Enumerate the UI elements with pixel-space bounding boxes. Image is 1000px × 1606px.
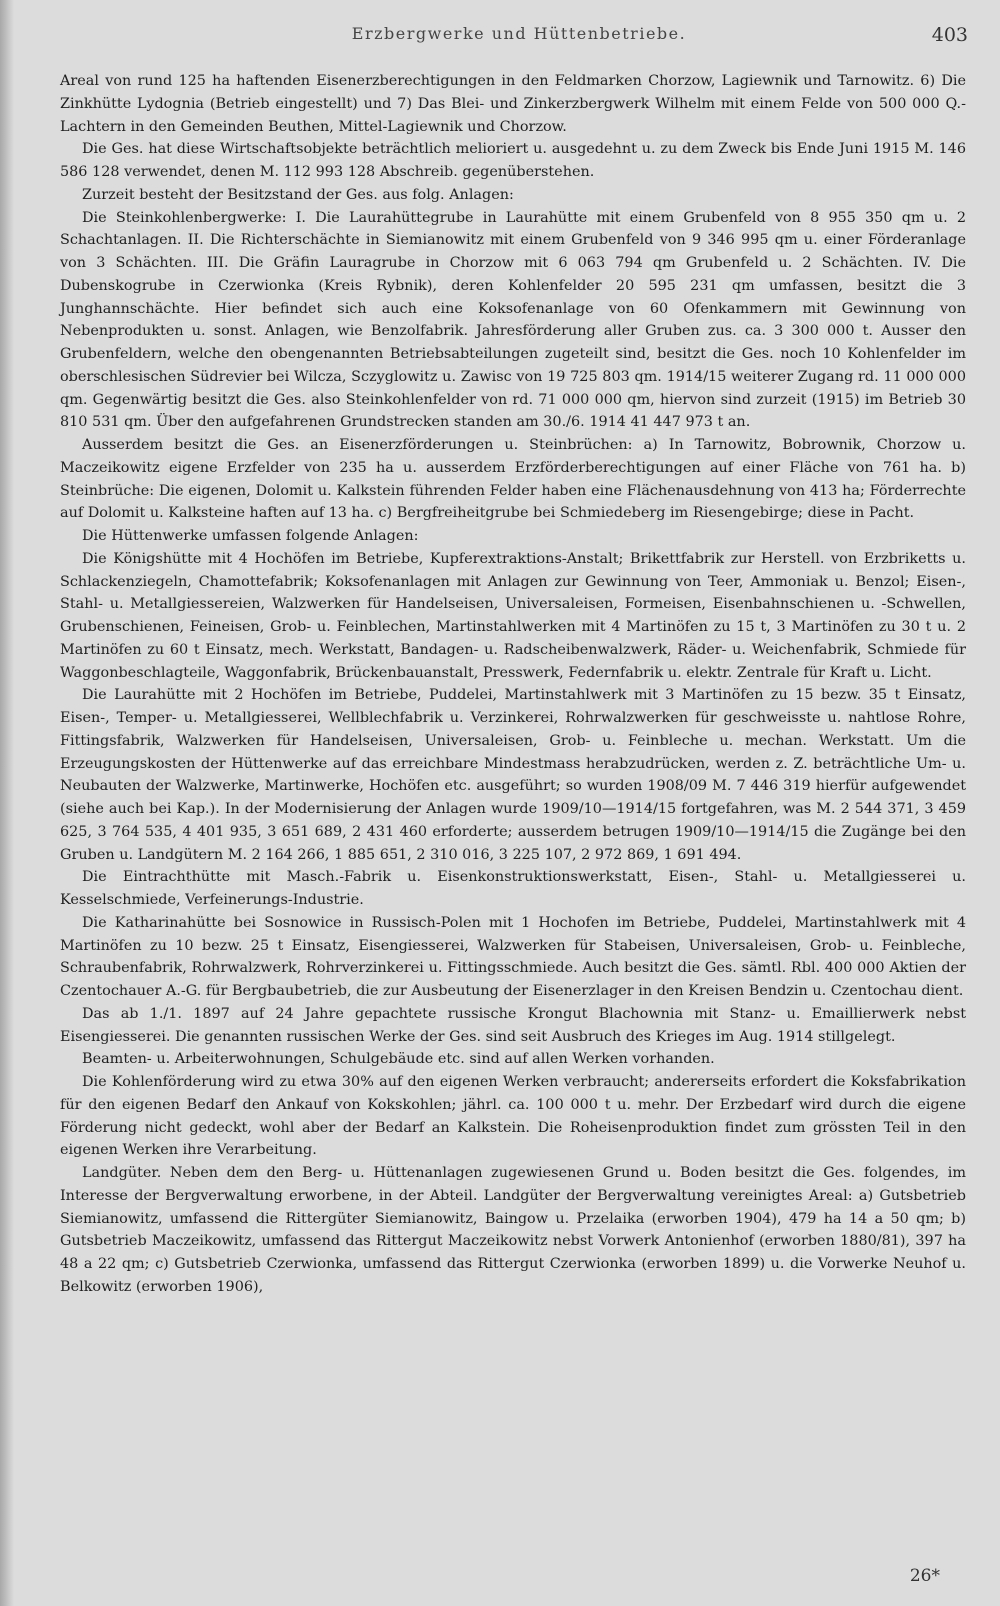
body-text: [60, 70, 966, 1299]
paragraph-6: Die Hüttenwerke umfassen folgende Anlagen:: [82, 528, 419, 544]
paragraph-5: Ausserdem besitzt die Ges. an Eisenerzförderungen u. Steinbrüchen: a) In Tarnowitz, Bobrownik, Chorzow u. Maczeikowitz eigene Erzfelder von 235 ha u. ausserdem Erzförderberechtigungen auf einer Fläche von 761 ha. b) Steinbrüche: Die eigenen, Dolomit u. Kalkstein führenden Felder haben eine Flächenausdehnung von 413 ha; Förderrechte auf Dolomit u. Kalksteine haften auf 13 ha. c) Bergfreiheitgrube bei Schmiedeberg im Riesengebirge; diese in Pacht.: [60, 437, 966, 522]
paragraph-1: Areal von rund 125 ha haftenden Eisenerzberechtigungen in den Feldmarken Chorzow, Lagiewnik und Tarnowitz. 6) Die Zinkhütte Lydognia (Betrieb eingestellt) und 7) Das Blei- und Zinkerzbergwerk Wilhelm mit einem Felde von 500 000 Q.-Lachtern in den Gemeinden Beuthen, Mittel-Lagiewnik und Chorzow.: [60, 73, 966, 135]
paragraph-7: Die Königshütte mit 4 Hochöfen im Betriebe, Kupferextraktions-Anstalt; Brikettfabrik zur Herstell. von Erzbriketts u. Schlackenziegeln, Chamottefabrik; Koksofenanlagen mit Anlagen zur Gewinnung von Teer, Ammoniak u. Benzol; Eisen-, Stahl- u. Metallgiessereien, Walzwerken für Handelseisen, Universaleisen, Formeisen, Eisenbahnschienen u. -Schwellen, Grubenschienen, Feineisen, Grob- u. Feinblechen, Martinstahlwerken mit 4 Martinöfen zu 15 t, 3 Martinöfen zu 30 t u. 2 Martinöfen zu 60 t Einsatz, mech. Werkstatt, Bandagen- u. Radscheibenwalzwerk, Räder- u. Weichenfabrik, Schmiede für Waggonbeschlagteile, Waggonfabrik, Brückenbauanstalt, Presswerk, Federnfabrik u. elektr. Zentrale für Kraft u. Licht.: [60, 550, 966, 681]
paragraph-2: Die Ges. hat diese Wirtschaftsobjekte beträchtlich melioriert u. ausgedehnt u. zu dem Zweck bis Ende Juni 1915 M. 146 586 128 verwendet, denen M. 112 993 128 Abschreib. gegenüberstehen.: [60, 141, 966, 180]
paragraph-4: Die Steinkohlenbergwerke: I. Die Laurahüttegrube in Laurahütte mit einem Grubenfeld von 8 955 350 qm u. 2 Schachtanlagen. II. Die Richterschächte in Siemianowitz mit einem Grubenfeld von 9 346 995 qm u. einer Förderanlage von 3 Schächten. III. Die Gräfin Lauragrube in Chorzow mit 6 063 794 qm Grubenfeld u. 2 Schächten. IV. Die Dubenskogrube in Czerwionka (Kreis Rybnik), deren Kohlenfelder 20 595 231 qm umfassen, besitzt die 3 Junghannschächte. Hier befindet sich auch eine Koksofenanlage von 60 Ofenkammern mit Gewinnung von Nebenprodukten u. sonst. Anlagen, wie Benzolfabrik. Jahresförderung aller Gruben zus. ca. 3 300 000 t. Ausser den Grubenfeldern, welche den obengenannten Betriebsabteilungen zugeteilt sind, besitzt die Ges. noch 10 Kohlenfelder im oberschlesischen Südrevier bei Wilcza, Sczyglowitz u. Zawisc von 19 725 803 qm. 1914/15 weiterer Zugang rd. 11 000 000 qm. Gegenwärtig besitzt die Ges. also Steinkohlenfelder von rd. 71 000 000 qm, hiervon sind zurzeit (1915) im Betrieb 30 810 531 qm. Über den aufgefahrenen Grundstrecken standen am 30./6. 1914 41 447 973 t an.: [60, 209, 966, 431]
binding-edge-shadow: [0, 0, 14, 1606]
signature-mark: 26*: [909, 1566, 940, 1586]
page-header: [70, 24, 968, 54]
paragraph-9: Die Eintrachthütte mit Masch.-Fabrik u. Eisenkonstruktionswerkstatt, Eisen-, Stahl- u. Metallgiesserei u. Kesselschmiede, Verfeinerungs-Industrie.: [60, 869, 966, 908]
paragraph-14: Landgüter. Neben dem den Berg- u. Hüttenanlagen zugewiesenen Grund u. Boden besitzt die Ges. folgendes, im Interesse der Bergverwaltung erworbene, in der Abteil. Landgüter der Bergverwaltung vereinigtes Areal: a) Gutsbetrieb Siemianowitz, umfassend die Rittergüter Siemianowitz, Baingow u. Przelaika (erworben 1904), 479 ha 14 a 50 qm; b) Gutsbetrieb Maczeikowitz, umfassend das Rittergut Maczeikowitz nebst Vorwerk Antonienhof (erworben 1880/81), 397 ha 48 a 22 qm; c) Gutsbetrieb Czerwionka, umfassend das Rittergut Czerwionka (erworben 1899) u. die Vorwerke Neuhof u. Belkowitz (erworben 1906),: [60, 1165, 966, 1295]
paragraph-11: Das ab 1./1. 1897 auf 24 Jahre gepachtete russische Krongut Blachownia mit Stanz- u. Emaillierwerk nebst Eisengiesserei. Die genannten russischen Werke der Ges. sind seit Ausbruch des Krieges im Aug. 1914 stillgelegt.: [60, 1005, 966, 1045]
paragraph-3: Zurzeit besteht der Besitzstand der Ges. aus folg. Anlagen:: [82, 186, 514, 203]
paragraph-13: Die Kohlenförderung wird zu etwa 30% auf den eigenen Werken verbraucht; andererseits erfordert die Koksfabrikation für den eigenen Bedarf den Ankauf von Kokskohlen; jährl. ca. 100 000 t u. mehr. Der Erzbedarf wird durch die eigene Förderung nicht gedeckt, wohl aber der Bedarf an Kalkstein. Die Roheisenproduktion findet zum grössten Teil in den eigenen Werken ihre Verarbeitung.: [60, 1074, 966, 1159]
paragraph-12: Beamten- u. Arbeiterwohnungen, Schulgebäude etc. sind auf allen Werken vorhanden.: [82, 1051, 715, 1068]
running-title: Erzbergwerke und Hüttenbetriebe.: [351, 24, 687, 43]
paragraph-8: Die Laurahütte mit 2 Hochöfen im Betriebe, Puddelei, Martinstahlwerk mit 3 Martinöfen zu 15 bezw. 35 t Einsatz, Eisen-, Temper- u. Metallgiesserei, Wellblechfabrik u. Verzinkerei, Rohrwalzwerken für geschweisste u. nahtlose Rohre, Fittingsfabrik, Walzwerken für Handelseisen, Universaleisen, Grob- u. Feinbleche u. mechan. Werkstatt. Um die Erzeugungskosten der Hüttenwerke auf das erreichbare Mindestmass herabzudrücken, werden z. Z. beträchtliche Um- u. Neubauten der Walzwerke, Martinwerke, Hochöfen etc. ausgeführt; so wurden 1908/09 M. 7 446 319 hierfür aufgewendet (siehe auch bei Kap.). In der Modernisierung der Anlagen wurde 1909/10—1914/15 fortgefahren, was M. 2 544 371, 3 459 625, 3 764 535, 4 401 935, 3 651 689, 2 431 460 erforderte; ausserdem betrugen 1909/10—1914/15 die Zugänge bei den Gruben u. Landgütern M. 2 164 266, 1 885 651, 2 310 016, 3 225 107, 2 972 869, 1 691 494.: [60, 687, 966, 863]
page-number: 403: [931, 24, 968, 46]
paragraph-10: Die Katharinahütte bei Sosnowice in Russisch-Polen mit 1 Hochofen im Betriebe, Puddelei, Martinstahlwerk mit 4 Martinöfen zu 10 bezw. 25 t Einsatz, Eisengiesserei, Walzwerken für Stabeisen, Universaleisen, Grob- u. Feinbleche, Schraubenfabrik, Rohrwalzwerk, Rohrverzinkerei u. Fittingsschmiede. Auch besitzt die Ges. sämtl. Rbl. 400 000 Aktien der Czentochauer A.-G. für Bergbaubetrieb, die zur Ausbeutung der Eisenerzlager in den Kreisen Bendzin u. Czentochau dient.: [60, 914, 966, 999]
